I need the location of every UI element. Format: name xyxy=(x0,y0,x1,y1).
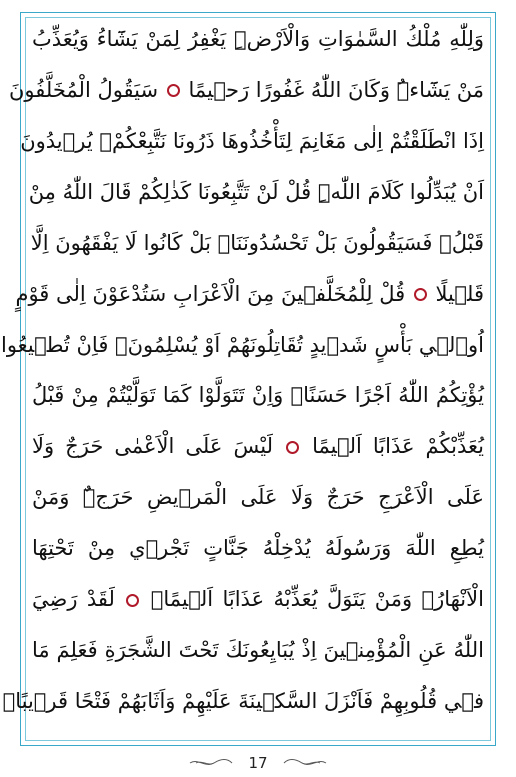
text-line xyxy=(32,631,484,669)
page-footer xyxy=(0,752,516,774)
ayah-end-marker-icon xyxy=(414,288,427,301)
text-line xyxy=(15,275,484,313)
right-ornament-icon xyxy=(282,757,328,769)
verse-text: قَبْلُۚ فَسَيَقُولُونَ بَلْ تَحْسُدُونَنَاۜ بَلْ كَانُوا لَا يَفْقَهُونَ اِلَّا xyxy=(30,230,484,255)
text-line xyxy=(2,682,484,720)
text-line xyxy=(32,20,484,58)
text-line xyxy=(9,71,484,109)
left-ornament-icon xyxy=(188,757,234,769)
text-line xyxy=(28,173,484,211)
verse-text: يُطِعِ اللّٰهَ وَرَسُولَهُ يُدْخِلْهُ جَنَّاتٍ تَجْر۪ي مِنْ تَحْتِهَا xyxy=(32,536,484,561)
text-line xyxy=(1,326,484,364)
verse-text: اِذَا انْطَلَقْتُمْ اِلٰى مَغَانِمَ لِتَأْخُذُوهَا ذَرُونَا نَتَّبِعْكُمْۚ يُر۪يدُونَ xyxy=(20,128,484,153)
verse-text: الْاَنْهَارُۚ وَمَنْ يَتَوَلَّ يُعَذِّبْهُ عَذَابًا اَل۪يمًاࣖ xyxy=(150,587,484,612)
verse-text: وَلِلّٰهِ مُلْكُ السَّمٰوَاتِ وَالْاَرْضِۜ يَغْفِرُ لِمَنْ يَشَٓاءُ وَيُعَذِّبُ xyxy=(32,27,484,51)
text-line xyxy=(32,427,484,465)
quran-text-block xyxy=(1,20,484,720)
verse-text: اللّٰهُ عَنِ الْمُؤْمِن۪ينَ اِذْ يُبَايِعُونَكَ تَحْتَ الشَّجَرَةِ فَعَلِمَ مَا xyxy=(32,638,484,663)
ayah-end-marker-icon xyxy=(286,441,299,454)
text-line xyxy=(32,478,484,516)
verse-text: اُو۬ل۪ي بَأْسٍ شَد۪يدٍ تُقَاتِلُونَهُمْ اَوْ يُسْلِمُونَۚ فَاِنْ تُط۪يعُوا xyxy=(1,332,484,357)
verse-text: عَلَى الْاَعْرَجِ حَرَجٌ وَلَا عَلَى الْمَر۪يضِ حَرَجٌۜ وَمَنْ xyxy=(32,485,484,510)
verse-text: لَيْسَ عَلَى الْاَعْمٰى حَرَجٌ وَلَا xyxy=(32,434,273,459)
text-line xyxy=(32,376,484,414)
verse-text: مَنْ يَشَٓاءُۜ وَكَانَ اللّٰهُ غَفُورًا رَح۪يمًا xyxy=(188,77,484,102)
text-line xyxy=(32,224,484,262)
verse-text: يُعَذِّبْكُمْ عَذَابًا اَل۪يمًا xyxy=(312,434,484,459)
verse-text: قُلْ لِلْمُخَلَّف۪ينَ مِنَ الْاَعْرَابِ سَتُدْعَوْنَ اِلٰى قَوْمٍ xyxy=(15,281,406,306)
verse-text: سَيَقُولُ الْمُخَلَّفُونَ xyxy=(9,77,159,102)
verse-text: قَل۪يلًا xyxy=(435,281,484,306)
verse-text: يُؤْتِكُمُ اللّٰهُ اَجْرًا حَسَنًاۚ وَاِنْ تَتَوَلَّوْا كَمَا تَوَلَّيْتُمْ مِنْ قَبْلُ xyxy=(32,383,484,408)
text-line xyxy=(32,529,484,567)
page-number: 17 xyxy=(248,754,268,772)
ayah-end-marker-icon xyxy=(167,84,180,97)
text-line xyxy=(20,122,484,160)
verse-text: لَقَدْ رَضِيَ xyxy=(32,587,115,612)
text-line xyxy=(32,580,484,618)
verse-text: ف۪ي قُلُوبِهِمْ فَاَنْزَلَ السَّك۪ينَةَ عَلَيْهِمْ وَاَثَابَهُمْ فَتْحًا قَر۪يبًاۙ xyxy=(2,688,484,713)
ayah-end-marker-icon xyxy=(126,594,139,607)
verse-text: اَنْ يُبَدِّلُوا كَلَامَ اللّٰهِۜ قُلْ لَنْ تَتَّبِعُونَا كَذٰلِكُمْ قَالَ اللّٰهُ مِنْ xyxy=(28,179,484,204)
